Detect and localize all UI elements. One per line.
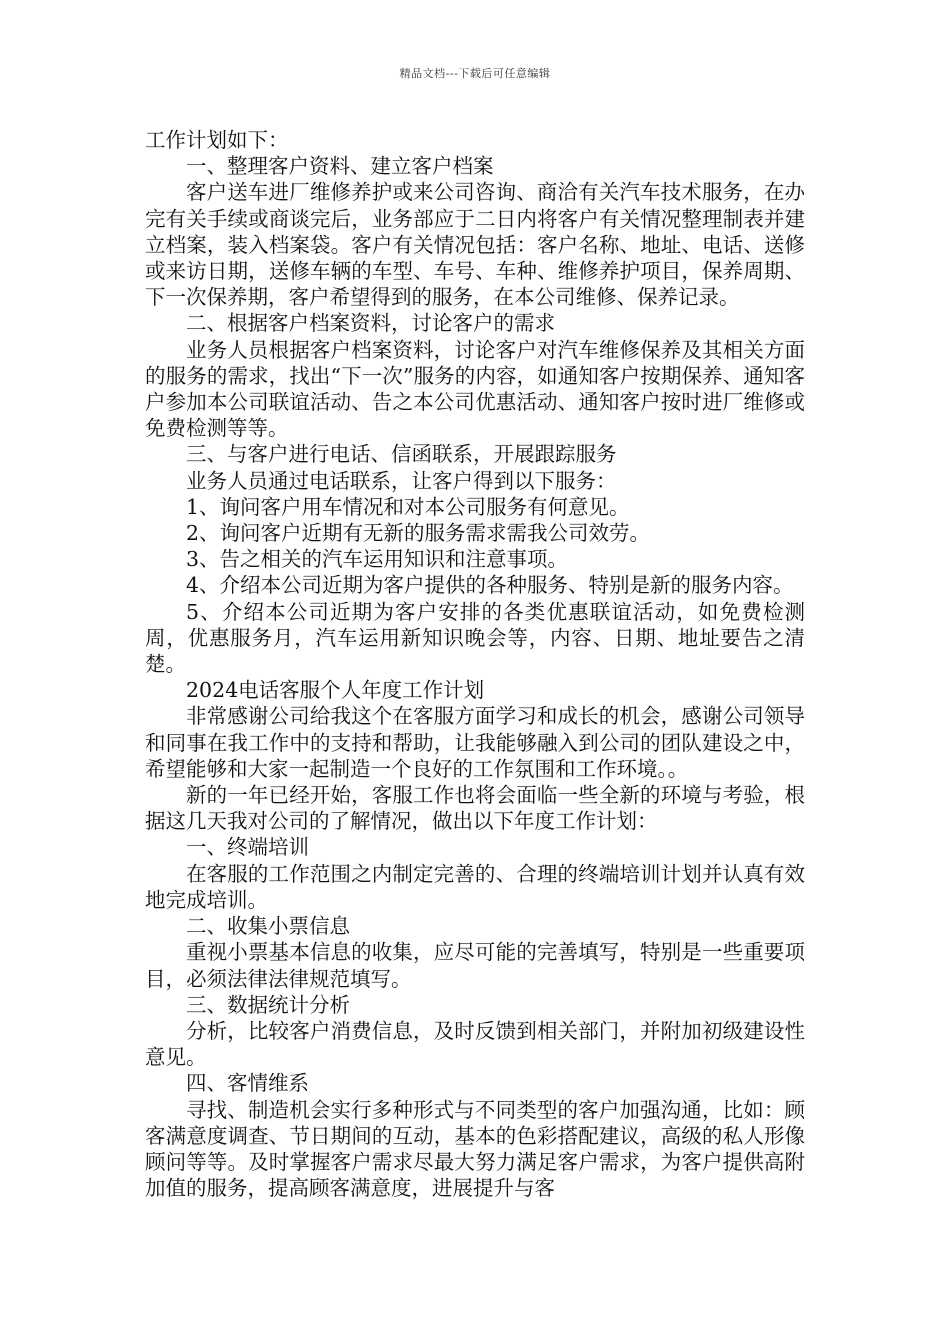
paragraph: 客户送车进厂维修养护或来公司咨询、商洽有关汽车技术服务，在办完有关手续或商谈完后，业务部应于二日内将客户有关情况整理制表并建立档案，装入档案袋。客户有关情况包括：客户名称、地址、电话、送修或来访日期，送修车辆的车型、车号、车种、维修养护项目，保养周期、下一次保养期，客户希望得到的服务，在本公司维修、保养记录。 xyxy=(145,180,805,310)
section-heading: 一、终端培训 xyxy=(186,835,309,860)
document-title: 2024电话客服个人年度工作计划 xyxy=(186,678,485,703)
list-item: 5、介绍本公司近期为客户安排的各类优惠联谊活动，如免费检测周，优惠服务月，汽车运用新知识晚会等，内容、日期、地址要告之清楚。 xyxy=(145,599,805,677)
section-heading: 三、与客户进行电话、信函联系，开展跟踪服务 xyxy=(186,442,617,467)
section-heading: 三、数据统计分析 xyxy=(186,992,350,1017)
list-item: 3、告之相关的汽车运用知识和注意事项。 xyxy=(186,547,569,572)
section-heading: 一、整理客户资料、建立客户档案 xyxy=(186,154,494,179)
document-body xyxy=(145,127,805,1201)
section-heading: 二、收集小票信息 xyxy=(186,914,350,939)
list-item: 1、询问客户用车情况和对本公司服务有何意见。 xyxy=(186,494,630,519)
paragraph: 重视小票基本信息的收集，应尽可能的完善填写，特别是一些重要项目，必须法律法律规范填写。 xyxy=(145,940,805,991)
section-heading: 二、根据客户档案资料，讨论客户的需求 xyxy=(186,311,555,336)
paragraph: 寻找、制造机会实行多种形式与不同类型的客户加强沟通，比如：顾客满意度调查、节日期间的互动，基本的色彩搭配建议，高级的私人形像顾问等等。及时掌握客户需求尽最大努力满足客户需求，为客户提供高附加值的服务，提高顾客满意度，进展提升与客 xyxy=(145,1097,805,1201)
paragraph: 工作计划如下： xyxy=(145,128,289,152)
list-item: 2、询问客户近期有无新的服务需求需我公司效劳。 xyxy=(186,521,651,546)
paragraph: 新的一年已经开始，客服工作也将会面临一些全新的环境与考验，根据这几天我对公司的了解情况，做出以下年度工作计划： xyxy=(145,783,805,834)
paragraph: 非常感谢公司给我这个在客服方面学习和成长的机会，感谢公司领导和同事在我工作中的支持和帮助，让我能够融入到公司的团队建设之中，希望能够和大家一起制造一个良好的工作氛围和工作环境。。 xyxy=(145,704,805,781)
paragraph: 业务人员根据客户档案资料，讨论客户对汽车维修保养及其相关方面的服务的需求，找出“下一次”服务的内容，如通知客户按期保养、通知客户参加本公司联谊活动、告之本公司优惠活动、通知客户按时进厂维修或免费检测等等。 xyxy=(145,337,805,441)
page-header: 精品文档---下载后可任意编辑 xyxy=(399,67,551,80)
list-item: 4、介绍本公司近期为客户提供的各种服务、特别是新的服务内容。 xyxy=(186,573,794,598)
paragraph: 分析，比较客户消费信息，及时反馈到相关部门，并附加初级建设性意见。 xyxy=(145,1018,805,1070)
section-heading: 四、客情维系 xyxy=(186,1071,309,1096)
paragraph: 在客服的工作范围之内制定完善的、合理的终端培训计划并认真有效地完成培训。 xyxy=(145,861,805,912)
paragraph: 业务人员通过电话联系，让客户得到以下服务： xyxy=(186,468,617,493)
